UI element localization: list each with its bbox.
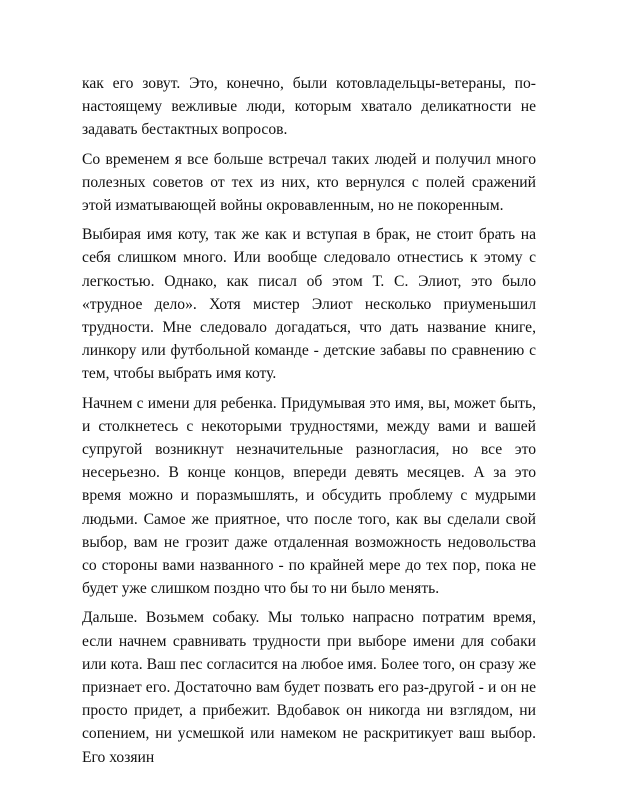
paragraph-1: как его зовут. Это, конечно, были котовладельцы-ветераны, по-настоящему вежливые люди, которым хватало деликатности не задавать бестактных вопросов. <box>82 75 536 139</box>
paragraph-5: Дальше. Возьмем собаку. Мы только напрасно потратим время, если начнем сравнивать трудности при выборе имени для собаки или кота. Ваш пес согласится на любое имя. Более того, он сразу же признает его. Достаточно вам будет позвать его раз-другой - и он не просто придет, а прибежит. Вдобавок он никогда ни взглядом, ни сопением, ни усмешкой или намеком не раскритикует ваш выбор. Его хозяин <box>82 609 536 766</box>
document-page <box>82 72 536 775</box>
paragraph-2: Со временем я все больше встречал таких людей и получил много полезных советов от тех из них, кто вернулся с полей сражений этой изматывающей войны окровавленным, но не покоренным. <box>82 150 536 215</box>
paragraph-3: Выбирая имя коту, так же как и вступая в брак, не стоит брать на себя слишком много. Или вообще следовало отнестись к этому с легкостью. Однако, как писал об этом Т. С. Элиот, это было «трудное дело». Хотя мистер Элиот несколько приуменьшил трудности. Мне следовало догадаться, что дать название книге, линкору или футбольной команде - детские забавы по сравнению с тем, чтобы выбрать имя коту. <box>82 226 536 383</box>
paragraph-4: Начнем с имени для ребенка. Придумывая это имя, вы, может быть, и столкнетесь с некоторыми трудностями, между вами и вашей супругой возникнут незначительные разногласия, но все это несерьезно. В конце концов, впереди девять месяцев. А за это время можно и поразмышлять, и обсудить проблему с мудрыми людьми. Самое же приятное, что после того, как вы сделали свой выбор, вам не грозит даже отдаленная возможность недовольства со стороны вами названного - по крайней мере до тех пор, пока не будет уже слишком поздно что бы то ни было менять. <box>82 394 536 598</box>
